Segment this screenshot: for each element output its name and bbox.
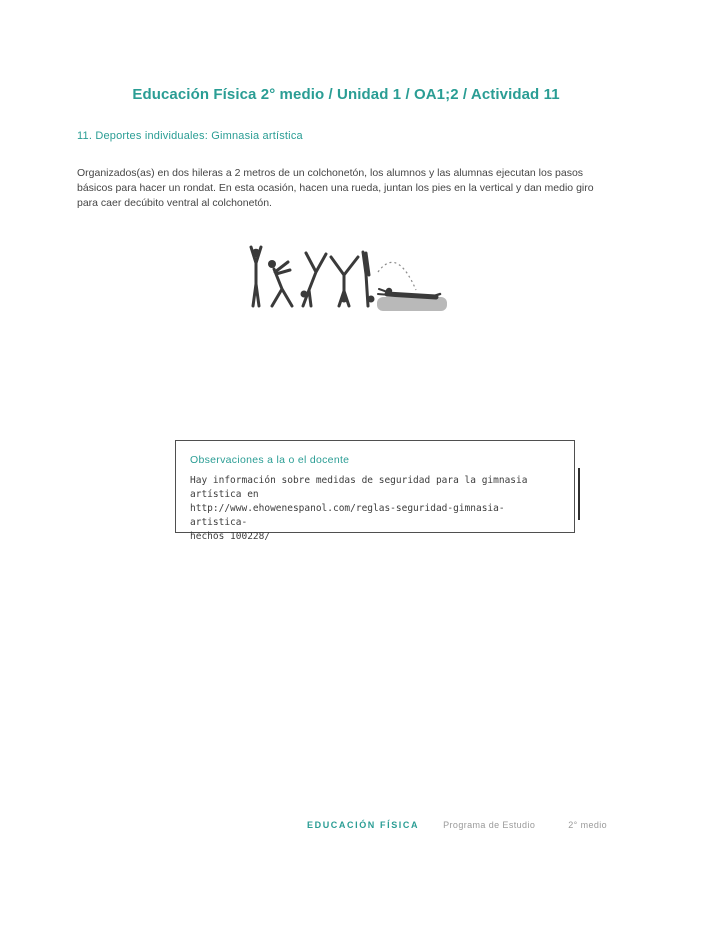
teacher-note-box [175, 440, 575, 542]
footer-subject-label: EDUCACIÓN FÍSICA [307, 820, 420, 830]
page-title: Educación Física 2° medio / Unidad 1 / OA1;2 / Actividad 11 [132, 86, 560, 103]
teacher-note-body [190, 474, 560, 544]
teacher-note-url-line: hechos 100228/ [190, 531, 271, 542]
teacher-note-url-line: http://www.ehowenespanol.com/reglas-seguridad-gimnasia-artistica- [190, 503, 505, 528]
gymnastics-sequence-illustration [240, 244, 455, 320]
activity-description: Organizados(as) en dos hileras a 2 metros de un colchonetón, los alumnos y las alumnas ejecutan los pasos básicos para hacer un rondat. En esta ocasión, hacen una rueda, juntan los pies en la vertical y dan medio giro para caer decúbito ventral al colchonetón. [77, 167, 594, 209]
margin-change-bar [578, 468, 580, 520]
teacher-note-title: Observaciones a la o el docente [190, 454, 350, 466]
page-footer [307, 820, 607, 830]
footer-grade-label: 2° medio [568, 820, 608, 830]
teacher-note-line: Hay información sobre medidas de seguridad para la gimnasia artística en [190, 475, 528, 500]
footer-program-label: Programa de Estudio [443, 820, 536, 830]
activity-heading: 11. Deportes individuales: Gimnasia artística [77, 130, 303, 142]
